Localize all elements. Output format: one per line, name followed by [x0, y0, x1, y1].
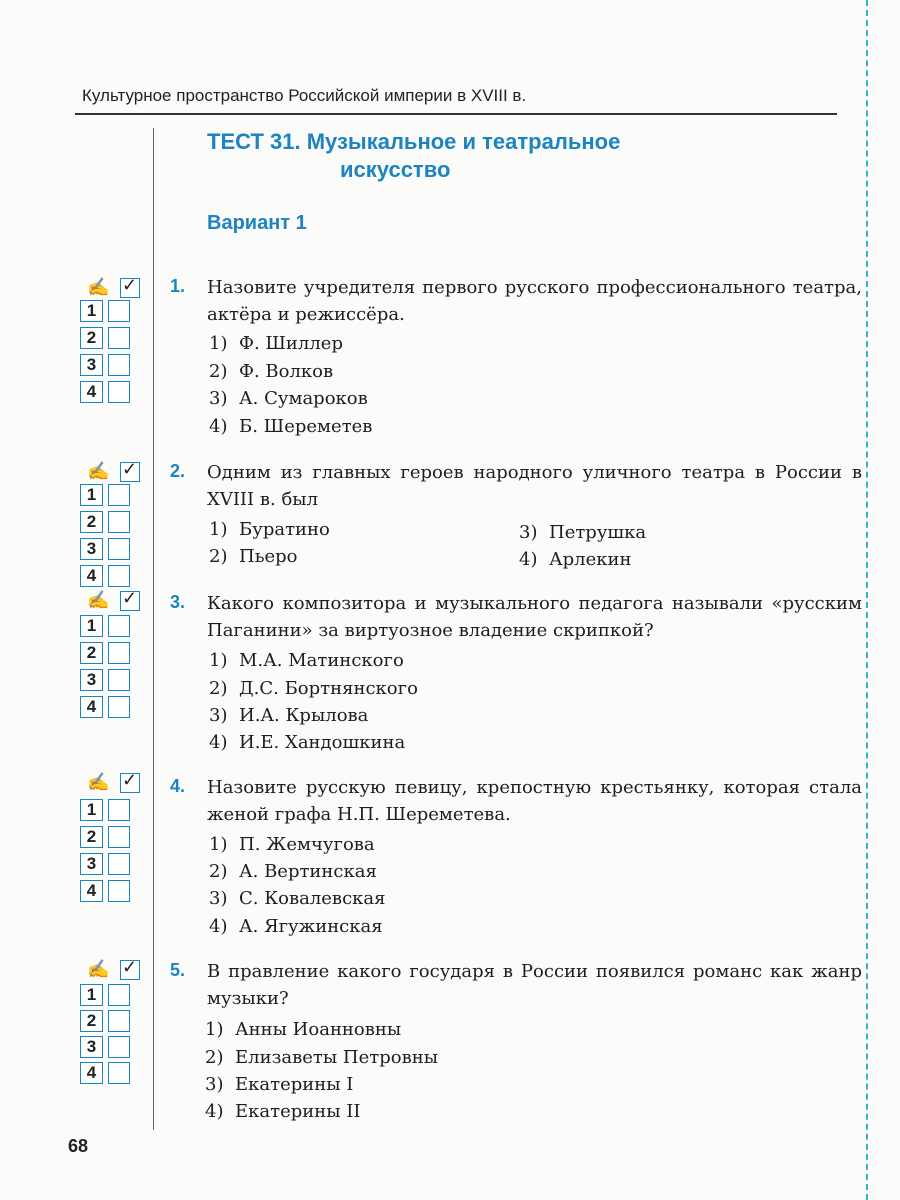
answer-box[interactable]: [108, 826, 130, 848]
test-title: [207, 128, 767, 184]
answer-row: [80, 354, 150, 376]
answer-box[interactable]: [108, 984, 130, 1006]
answer-box[interactable]: [108, 799, 130, 821]
option-2[interactable]: 2) Ф. Волков: [209, 361, 334, 382]
answer-number: 2: [80, 642, 103, 664]
question-text: В правление какого государя в России появился романс как жанр музыки?: [207, 961, 862, 1009]
option-3[interactable]: 3) А. Сумароков: [209, 388, 368, 409]
answer-box[interactable]: [108, 696, 130, 718]
option-1[interactable]: 1) Буратино: [209, 519, 330, 540]
check-box[interactable]: [120, 588, 140, 611]
answer-number: 3: [80, 669, 103, 691]
answer-number: 3: [80, 354, 103, 376]
answer-box[interactable]: [108, 669, 130, 691]
answer-head: [84, 770, 154, 795]
answer-number: 2: [80, 327, 103, 349]
question-number: 1.: [170, 276, 186, 296]
answer-row: [80, 538, 150, 560]
option-1[interactable]: 1) П. Жемчугова: [209, 834, 375, 855]
answer-row: [80, 669, 150, 691]
answer-number: 4: [80, 1062, 103, 1084]
check-box[interactable]: [120, 770, 140, 793]
question-text: Одним из главных героев народного уличного театра в России в XVIII в. был: [207, 462, 862, 510]
answer-box[interactable]: [108, 381, 130, 403]
answer-row: [80, 826, 150, 848]
option-4[interactable]: 4) А. Ягужинская: [209, 916, 383, 937]
test-title-line1: ТЕСТ 31. Музыкальное и театральное: [207, 129, 621, 154]
answer-box[interactable]: [108, 354, 130, 376]
answer-row: [80, 327, 150, 349]
question-text: Какого композитора и музыкального педагога называли «русским Паганини» за виртуозное владение скрипкой?: [207, 593, 862, 641]
pen-icon: ✍: [87, 461, 110, 482]
option-3[interactable]: 3) И.А. Крылова: [209, 705, 369, 726]
answer-box[interactable]: [108, 565, 130, 587]
answer-row: [80, 381, 150, 403]
answer-number: 2: [80, 511, 103, 533]
answer-box[interactable]: [108, 538, 130, 560]
page-number: 68: [68, 1136, 89, 1156]
check-icon: ✓: [122, 275, 138, 296]
answer-number: 3: [80, 538, 103, 560]
check-box[interactable]: [120, 957, 140, 980]
option-4[interactable]: 4) Б. Шереметев: [209, 416, 373, 437]
question-text: Назовите русскую певицу, крепостную крестьянку, которая стала женой графа Н.П. Шереметева.: [207, 777, 862, 825]
answer-box[interactable]: [108, 484, 130, 506]
answer-number: 2: [80, 1010, 103, 1032]
answer-number: 2: [80, 826, 103, 848]
answer-box[interactable]: [108, 327, 130, 349]
answer-number: 4: [80, 381, 103, 403]
check-icon: ✓: [122, 459, 138, 480]
answer-row: [80, 300, 150, 322]
question-number: 2.: [170, 461, 186, 481]
option-2[interactable]: 2) Елизаветы Петровны: [205, 1047, 439, 1068]
variant-label: Вариант 1: [207, 212, 307, 234]
answer-row: [80, 696, 150, 718]
answer-head: [84, 275, 154, 300]
option-2[interactable]: 2) А. Вертинская: [209, 861, 377, 882]
question-text: Назовите учредителя первого русского профессионального театра, актёра и режиссёра.: [207, 277, 862, 325]
answer-row: [80, 799, 150, 821]
question-number: 4.: [170, 776, 186, 796]
question-number: 5.: [170, 960, 186, 980]
pen-icon: ✍: [87, 959, 110, 980]
check-box[interactable]: [120, 275, 140, 298]
answer-row: [80, 565, 150, 587]
answer-head: [84, 588, 154, 613]
option-4[interactable]: 4) И.Е. Хандошкина: [209, 732, 406, 753]
check-box[interactable]: [120, 459, 140, 482]
option-2[interactable]: 2) Пьеро: [209, 546, 298, 567]
answer-box[interactable]: [108, 1036, 130, 1058]
answer-number: 1: [80, 615, 103, 637]
answer-box[interactable]: [108, 615, 130, 637]
option-1[interactable]: 1) Ф. Шиллер: [209, 333, 343, 354]
pen-icon: ✍: [87, 590, 110, 611]
option-1[interactable]: 1) М.А. Матинского: [209, 650, 404, 671]
answer-box[interactable]: [108, 1010, 130, 1032]
answer-number: 1: [80, 300, 103, 322]
answer-box[interactable]: [108, 642, 130, 664]
answer-row: [80, 853, 150, 875]
option-2[interactable]: 2) Д.С. Бортнянского: [209, 678, 418, 699]
answer-row: [80, 511, 150, 533]
header-rule: [75, 113, 837, 115]
answer-box[interactable]: [108, 1062, 130, 1084]
answer-box[interactable]: [108, 511, 130, 533]
cut-line: [866, 0, 868, 1200]
check-icon: ✓: [122, 957, 138, 978]
option-4[interactable]: 4) Арлекин: [519, 549, 632, 570]
check-icon: ✓: [122, 588, 138, 609]
option-4[interactable]: 4) Екатерины II: [205, 1101, 361, 1122]
answer-row: [80, 984, 150, 1006]
check-icon: ✓: [122, 770, 138, 791]
answer-number: 1: [80, 984, 103, 1006]
question-number: 3.: [170, 592, 186, 612]
answer-row: [80, 484, 150, 506]
option-3[interactable]: 3) Екатерины I: [205, 1074, 354, 1095]
answer-box[interactable]: [108, 853, 130, 875]
answer-number: 1: [80, 484, 103, 506]
option-1[interactable]: 1) Анны Иоанновны: [205, 1019, 402, 1040]
answer-head: [84, 957, 154, 982]
answer-number: 4: [80, 565, 103, 587]
answer-number: 4: [80, 880, 103, 902]
answer-row: [80, 1010, 150, 1032]
answer-row: [80, 1062, 150, 1084]
test-title-line2: искусство: [340, 157, 451, 182]
answer-number: 4: [80, 696, 103, 718]
answer-row: [80, 880, 150, 902]
pen-icon: ✍: [87, 772, 110, 793]
answer-row: [80, 615, 150, 637]
answer-number: 1: [80, 799, 103, 821]
running-header: Культурное пространство Российской империи в XVIII в.: [82, 86, 527, 105]
answer-number: 3: [80, 853, 103, 875]
option-3[interactable]: 3) Петрушка: [519, 522, 647, 543]
pen-icon: ✍: [87, 277, 110, 298]
answer-head: [84, 459, 154, 484]
answer-row: [80, 1036, 150, 1058]
answer-box[interactable]: [108, 300, 130, 322]
option-3[interactable]: 3) С. Ковалевская: [209, 888, 386, 909]
answer-box[interactable]: [108, 880, 130, 902]
answer-row: [80, 642, 150, 664]
answer-number: 3: [80, 1036, 103, 1058]
